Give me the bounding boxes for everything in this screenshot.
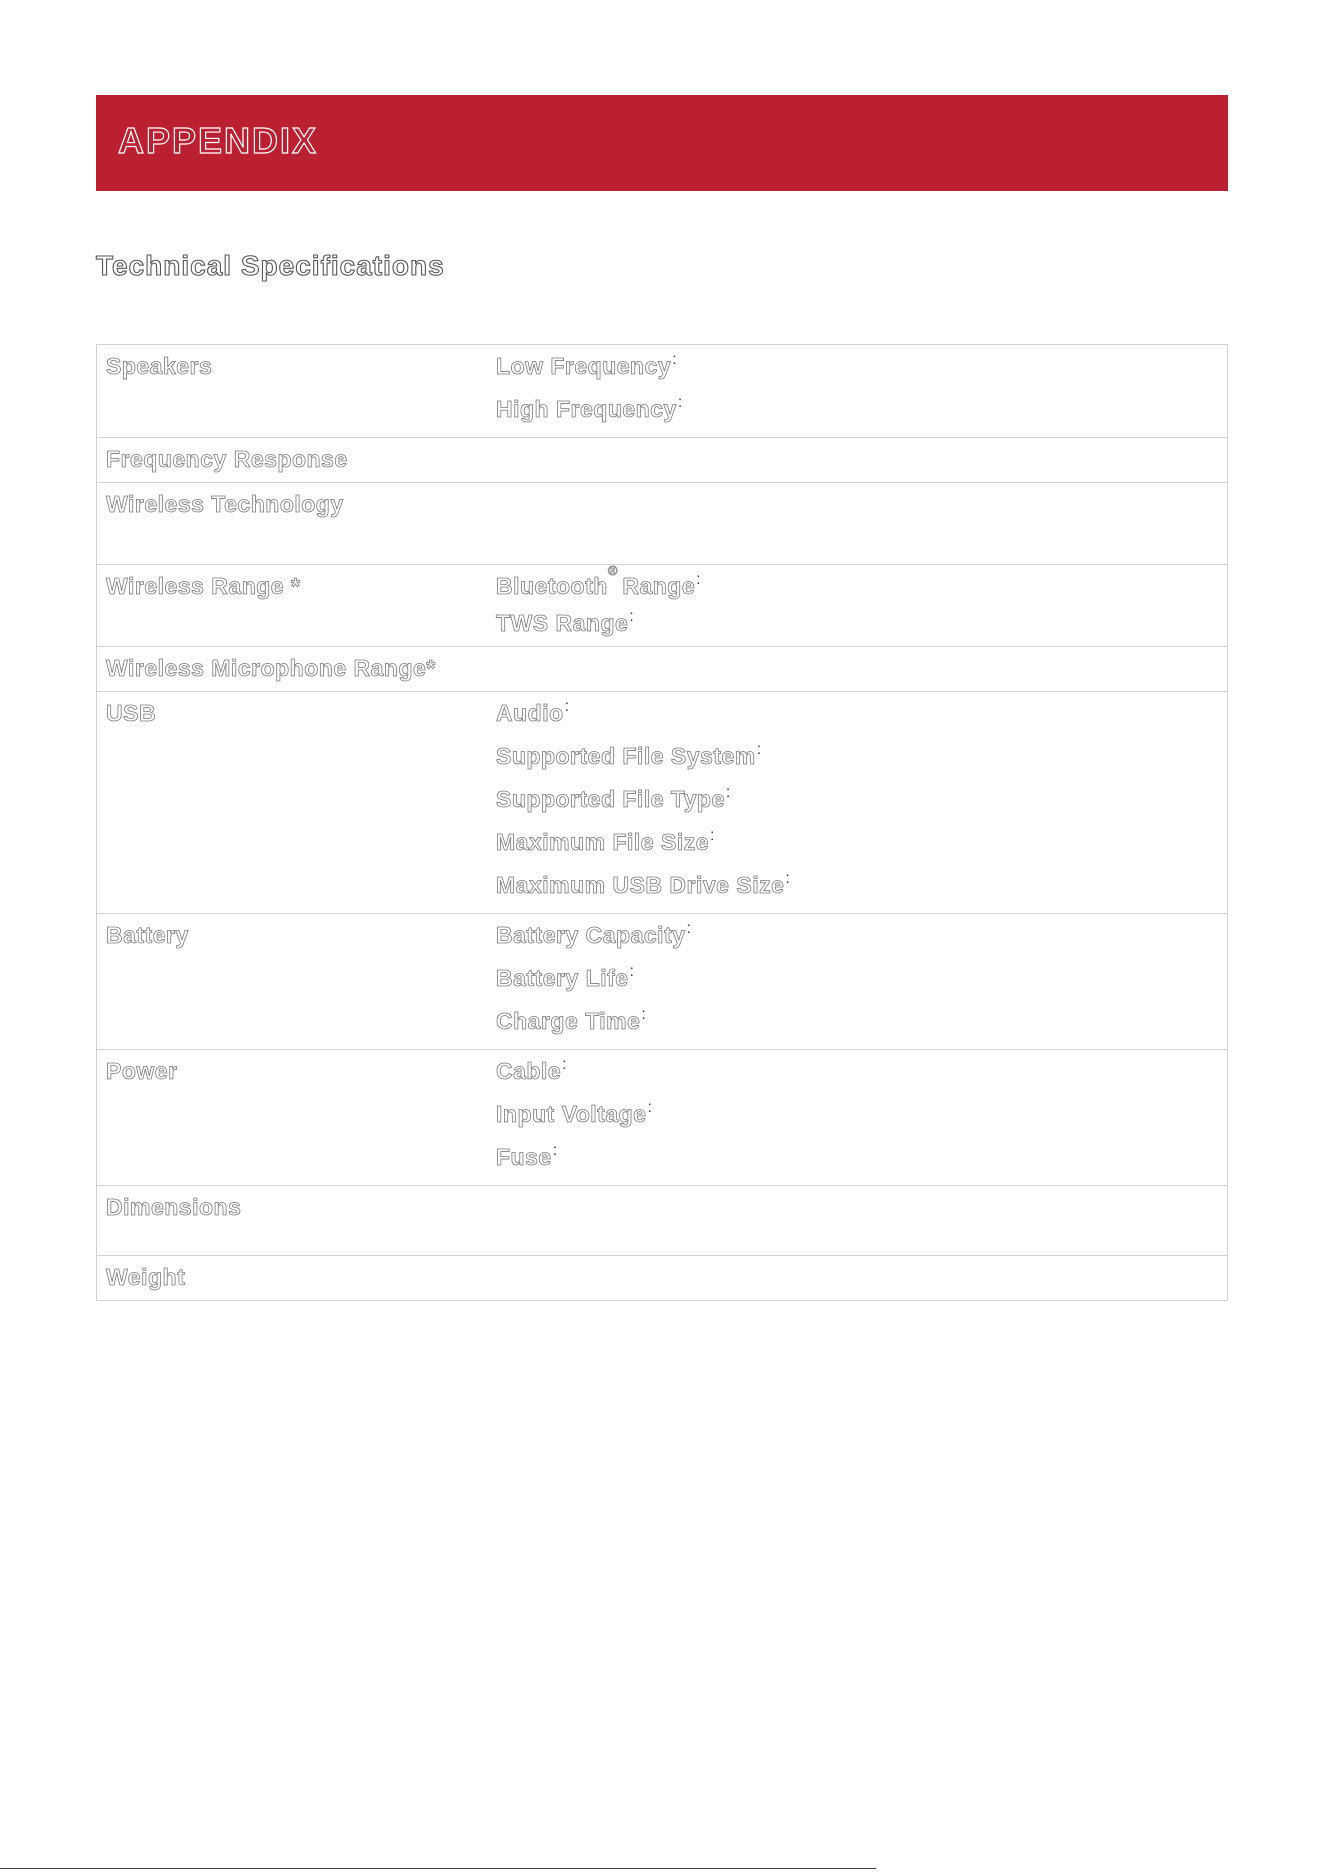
spec-item: Supported File Type [496,786,725,812]
spec-row-wireless-technology [97,483,1228,565]
appendix-banner [96,95,1228,191]
spec-item: Fuse [496,1144,552,1170]
spec-label: Dimensions [106,1194,242,1220]
spec-label: USB [106,700,157,726]
spec-table [96,344,1228,1301]
spec-item: Battery Capacity [496,922,686,948]
spec-row-wireless-range: Wireless Range * Bluetooth ® Range : TWS Range : [97,565,1228,647]
spec-row-speakers: Speakers Low Frequency : High Frequency : [97,345,1228,438]
footer-rule [0,1868,876,1869]
spec-row-battery: Battery Battery Capacity : Battery Life : Charge Time : [97,914,1228,1050]
spec-item: High Frequency [496,396,677,422]
spec-label: Wireless Microphone Range* [106,655,436,681]
spec-label: Wireless Technology [106,491,344,517]
spec-item: Range [622,573,696,599]
spec-label: Power [106,1058,178,1084]
spec-item: Battery Life [496,965,629,991]
spec-row-dimensions [97,1186,1228,1256]
spec-label: Wireless Range * [106,573,301,599]
spec-item: Cable [496,1058,562,1084]
spec-item: Maximum File Size [496,829,710,855]
spec-item: Bluetooth [496,573,608,599]
spec-item: Charge Time [496,1008,641,1034]
spec-label: Speakers [106,353,213,379]
banner-title: APPENDIX [118,120,319,161]
spec-row-frequency-response [97,438,1228,483]
spec-row-power: Power Cable : Input Voltage : Fuse : [97,1050,1228,1186]
spec-item: Maximum USB Drive Size [496,872,785,898]
spec-item: Supported File System [496,743,756,769]
spec-row-weight [97,1256,1228,1301]
spec-item: TWS Range [496,610,629,636]
section-title: Technical Specifications [96,250,445,281]
spec-row-usb: USB Audio : Supported File System : Supported File Type : Maximum File Size : Maximum USB Drive Size : [97,692,1228,914]
spec-item: Audio [496,700,564,726]
spec-item: Low Frequency [496,353,672,379]
spec-label: Frequency Response [106,446,348,472]
spec-label: Weight [106,1264,186,1290]
spec-item: Input Voltage [496,1101,647,1127]
spec-row-wireless-mic-range [97,647,1228,692]
spec-label: Battery [106,922,189,948]
